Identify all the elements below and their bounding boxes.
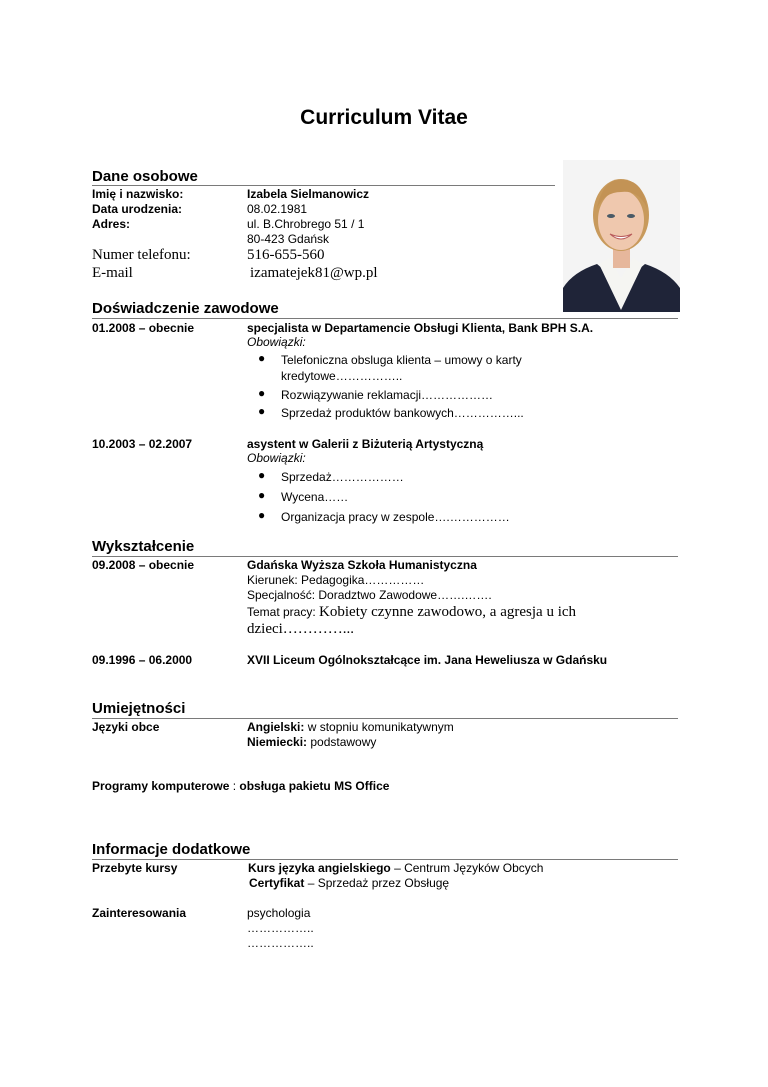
section-heading-personal: Dane osobowe [92,168,198,185]
thesis-title-continued: dzieci…………... [247,621,355,637]
course-item [248,861,543,876]
job-2-period: 10.2003 – 02.2007 [92,437,193,451]
document-title: Curriculum Vitae [300,106,468,129]
section-divider [92,318,678,319]
language-name: Niemiecki: [247,735,308,749]
bullet-icon: ● [258,488,266,502]
edu-1-period: 09.2008 – obecnie [92,558,195,572]
email-value: izamatejek81@wp.pl [250,265,378,281]
language-level: podstawowy [307,735,377,749]
name-value: Izabela Sielmanowicz [247,187,370,201]
job-2-duties-label: Obowiązki: [247,451,306,465]
phone-value: 516-655-560 [247,247,325,263]
edu-1-specialty: Specjalność: Doradztwo Zawodowe…….……. [247,588,492,602]
job-1-position: specjalista w Departamencie Obsługi Klienta, Bank BPH S.A. [247,321,594,335]
job-1-duties-label: Obowiązki: [247,335,306,349]
bullet-icon: ● [258,468,266,482]
name-label: Imię i nazwisko: [92,187,184,201]
job-1-duty: Rozwiązywanie reklamacji……………… [281,388,494,402]
interests-label: Zainteresowania [92,906,187,920]
job-2-position: asystent w Galerii z Biżuterią Artystyczną [247,437,484,451]
language-item [247,720,454,735]
course-detail: – Centrum Języków Obcych [390,861,544,875]
address-line1: ul. B.Chrobrego 51 / 1 [247,217,365,231]
interest-item: psychologia [247,906,311,920]
courses-label: Przebyte kursy [92,861,178,875]
section-heading-education: Wykształcenie [92,538,195,555]
section-divider [92,185,555,186]
section-heading-additional: Informacje dodatkowe [92,841,251,858]
job-1-duty-continued: kredytowe…………….. [281,369,403,383]
phone-label: Numer telefonu: [92,247,191,263]
software-separator: : [229,779,240,793]
bullet-icon: ● [258,386,266,400]
interest-item: …………….. [247,921,314,935]
software-label: Programy komputerowe [92,779,230,793]
address-line2: 80-423 Gdańsk [247,232,330,246]
languages-label: Języki obce [92,720,160,734]
section-divider [92,718,678,719]
course-detail: – Sprzedaż przez Obsługę [304,876,450,890]
edu-2-period: 09.1996 – 06.2000 [92,653,193,667]
portrait-illustration [563,160,680,312]
thesis-title: Kobiety czynne zawodowo, a agresja u ich [319,604,577,620]
birth-date-label: Data urodzenia: [92,202,183,216]
bullet-icon: ● [258,404,266,418]
edu-1-school: Gdańska Wyższa Szkoła Humanistyczna [247,558,477,572]
birth-date-value: 08.02.1981 [247,202,308,216]
edu-2-school: XVII Liceum Ogólnokształcące im. Jana Heweliusza w Gdańsku [247,653,608,667]
language-level: w stopniu komunikatywnym [304,720,454,734]
course-item [249,876,449,891]
section-heading-skills: Umiejętności [92,700,186,717]
email-label: E-mail [92,265,133,281]
section-divider [92,556,678,557]
address-label: Adres: [92,217,131,231]
software-value: obsługa pakietu MS Office [239,779,390,793]
interest-item: …………….. [247,936,314,950]
thesis-label: Temat pracy: [247,605,320,619]
bullet-icon: ● [258,508,266,522]
job-1-duty: Telefoniczna obsluga klienta – umowy o karty [281,353,522,367]
job-2-duty: Wycena…… [281,490,349,504]
software-skill [92,779,389,794]
section-divider [92,859,678,860]
job-2-duty: Sprzedaż……………… [281,470,404,484]
course-name: Kurs języka angielskiego [248,861,391,875]
language-item [247,735,376,750]
course-name: Certyfikat [249,876,305,890]
edu-1-field: Kierunek: Pedagogika…………… [247,573,425,587]
job-2-duty: Organizacja pracy w zespole….…………… [281,510,510,524]
language-name: Angielski: [247,720,305,734]
job-1-period: 01.2008 – obecnie [92,321,195,335]
edu-1-thesis [247,604,576,621]
section-heading-experience: Doświadczenie zawodowe [92,300,279,317]
portrait-photo [563,160,680,312]
job-1-duty: Sprzedaż produktów bankowych……………... [281,406,524,420]
bullet-icon: ● [258,351,266,365]
